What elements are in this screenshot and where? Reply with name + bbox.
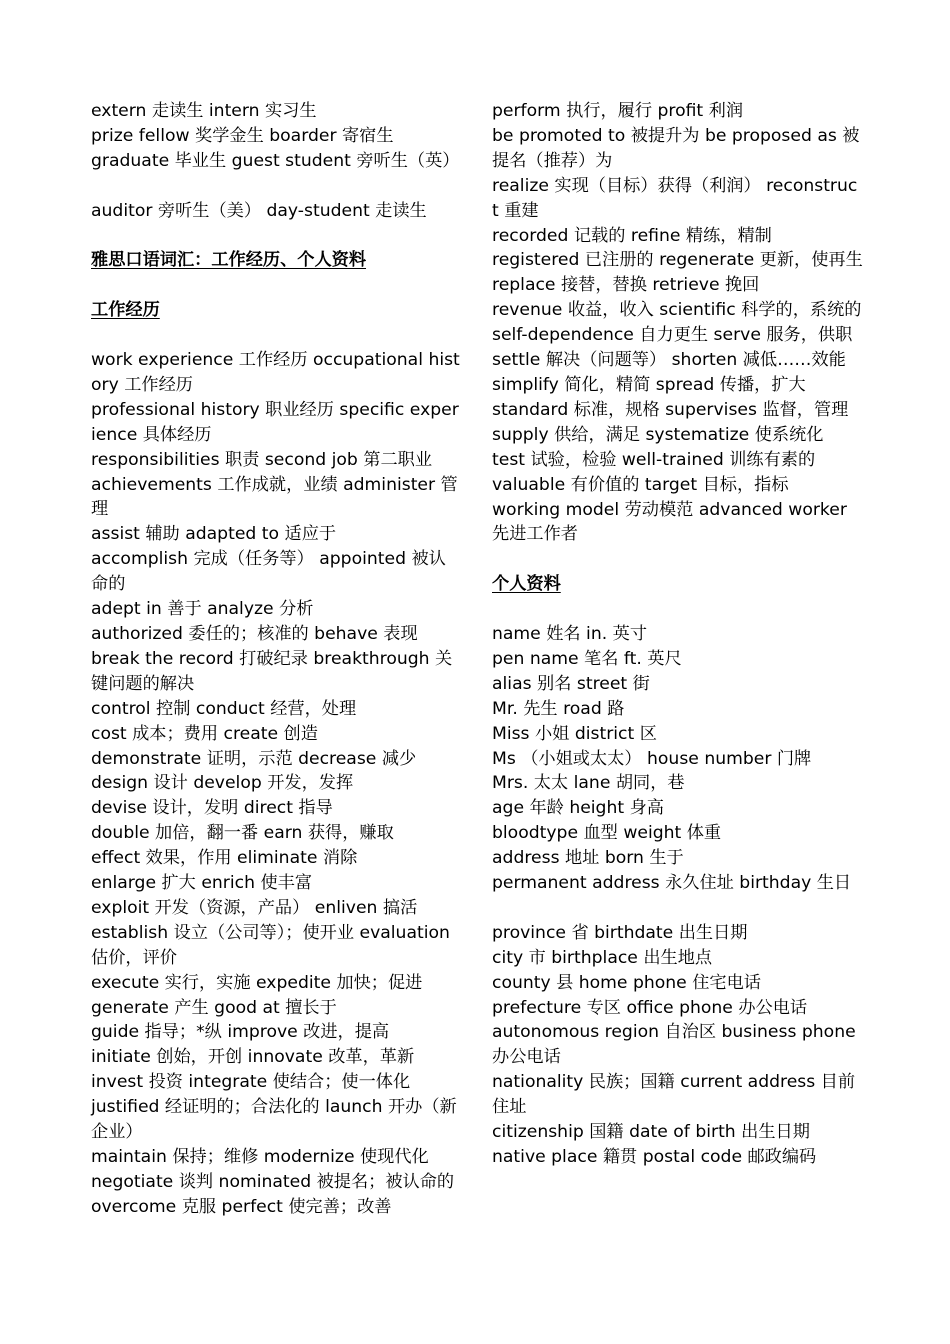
vocab-entry: nationality 民族；国籍 current address 目前住址 <box>492 1072 856 1118</box>
vocab-entry: graduate 毕业生 guest student 旁听生（英） <box>91 150 460 171</box>
vocab-entry: test 试验，检验 well-trained 训练有素的 <box>492 449 816 470</box>
vocab-entry: standard 标准，规格 supervises 监督，管理 <box>492 399 849 420</box>
vocab-entry: Mr. 先生 road 路 <box>492 698 625 719</box>
vocab-entry: accomplish 完成（任务等） appointed 被认命的 <box>91 549 446 595</box>
vocab-entry: alias 别名 street 街 <box>492 673 650 694</box>
vocab-entry: effect 效果，作用 eliminate 消除 <box>91 848 358 869</box>
vocab-entry: pen name 笔名 ft. 英尺 <box>492 648 682 669</box>
vocab-entry: assist 辅助 adapted to 适应于 <box>91 524 337 545</box>
section-heading: 个人资料 <box>492 574 561 595</box>
vocab-entry: be promoted to 被提升为 be proposed as 被提名（推荐）为 <box>492 125 860 171</box>
vocab-entry: working model 劳动模范 advanced worker 先进工作者 <box>492 499 847 545</box>
vocab-entry: maintain 保持；维修 modernize 使现代化 <box>91 1147 429 1167</box>
vocab-entry: city 市 birthplace 出生地点 <box>492 947 713 968</box>
vocab-entry: overcome 克服 perfect 使完善；改善 <box>91 1196 392 1217</box>
vocab-entry: establish 设立（公司等）；使开业 evaluation 估价，评价 <box>91 922 450 968</box>
vocab-entry: enlarge 扩大 enrich 使丰富 <box>91 873 313 894</box>
vocab-entry: execute 实行，实施 expedite 加快；促进 <box>91 972 423 993</box>
vocab-entry: valuable 有价值的 target 目标，指标 <box>492 474 789 495</box>
vocab-entry: initiate 创始，开创 innovate 改革，革新 <box>91 1047 415 1068</box>
blank-line <box>492 896 864 921</box>
vocab-entry: control 控制 conduct 经营，处理 <box>91 698 357 719</box>
vocab-entry: registered 已注册的 regenerate 更新，使再生 <box>492 250 863 271</box>
vocab-entry: authorized 委任的；核准的 behave 表现 <box>91 623 418 644</box>
vocab-entry: work experience 工作经历 occupational history 工作经历 <box>91 350 460 395</box>
vocab-entry: guide 指导；*纵 improve 改进，提高 <box>91 1022 390 1043</box>
vocab-entry: realize 实现（目标）获得（利润） reconstruct 重建 <box>492 175 858 221</box>
vocab-entry: break the record 打破纪录 breakthrough 关键问题的解决 <box>91 648 453 694</box>
blank-line <box>91 224 463 249</box>
vocab-entry: autonomous region 自治区 business phone 办公电话 <box>492 1022 856 1068</box>
blank-line <box>91 174 463 199</box>
vocab-entry: double 加倍，翻一番 earn 获得，赚取 <box>91 823 394 844</box>
right-column <box>492 99 864 1170</box>
vocab-entry: justified 经证明的；合法化的 launch 开办（新企业） <box>91 1097 457 1143</box>
vocab-entry: invest 投资 integrate 使结合；使一体化 <box>91 1072 411 1093</box>
vocab-entry: demonstrate 证明，示范 decrease 减少 <box>91 748 417 769</box>
blank-line <box>492 597 864 622</box>
vocab-entry: professional history 职业经历 specific experience 具体经历 <box>91 399 459 445</box>
vocab-entry: Mrs. 太太 lane 胡同，巷 <box>492 773 685 794</box>
vocab-entry: bloodtype 血型 weight 体重 <box>492 823 722 844</box>
vocab-entry: perform 执行，履行 profit 利润 <box>492 101 744 121</box>
vocab-entry: settle 解决（问题等） shorten 减低……效能 <box>492 350 846 371</box>
vocab-entry: cost 成本；费用 create 创造 <box>91 723 318 744</box>
vocab-entry: name 姓名 in. 英寸 <box>492 624 648 644</box>
vocab-entry: Miss 小姐 district 区 <box>492 723 657 744</box>
blank-line <box>492 547 864 572</box>
vocab-entry: responsibilities 职责 second job 第二职业 <box>91 449 433 470</box>
blank-line <box>91 273 463 298</box>
vocab-entry: negotiate 谈判 nominated 被提名；被认命的 <box>91 1171 455 1192</box>
left-column <box>91 99 463 1220</box>
vocab-entry: achievements 工作成就，业绩 administer 管理 <box>91 474 458 520</box>
blank-line <box>91 323 463 348</box>
vocab-entry: extern 走读生 intern 实习生 <box>91 101 317 121</box>
vocab-entry: county 县 home phone 住宅电话 <box>492 972 761 993</box>
vocab-entry: citizenship 国籍 date of birth 出生日期 <box>492 1122 810 1143</box>
vocab-entry: simplify 简化，精简 spread 传播，扩大 <box>492 374 806 395</box>
vocab-entry: permanent address 永久住址 birthday 生日 <box>492 873 852 894</box>
vocab-entry: Ms （小姐或太太） house number 门牌 <box>492 748 812 769</box>
vocab-entry: adept in 善于 analyze 分析 <box>91 599 314 620</box>
section-heading: 工作经历 <box>91 300 160 321</box>
vocab-entry: address 地址 born 生于 <box>492 848 684 869</box>
vocab-entry: replace 接替，替换 retrieve 挽回 <box>492 275 760 296</box>
vocab-entry: age 年龄 height 身高 <box>492 798 664 819</box>
section-heading: 雅思口语词汇：工作经历、个人资料 <box>91 250 367 271</box>
vocab-entry: self-dependence 自力更生 serve 服务，供职 <box>492 325 853 346</box>
vocab-entry: prefecture 专区 office phone 办公电话 <box>492 997 808 1018</box>
vocab-entry: prize fellow 奖学金生 boarder 寄宿生 <box>91 125 394 146</box>
vocab-entry: exploit 开发（资源，产品） enliven 搞活 <box>91 897 418 918</box>
vocab-entry: native place 籍贯 postal code 邮政编码 <box>492 1147 817 1168</box>
vocab-entry: supply 供给，满足 systematize 使系统化 <box>492 424 824 445</box>
vocab-entry: generate 产生 good at 擅长于 <box>91 997 337 1018</box>
vocab-entry: revenue 收益，收入 scientific 科学的，系统的 <box>492 300 862 321</box>
vocab-entry: province 省 birthdate 出生日期 <box>492 922 748 943</box>
vocab-entry: recorded 记载的 refine 精练，精制 <box>492 225 772 246</box>
vocab-entry: auditor 旁听生（美） day-student 走读生 <box>91 200 427 221</box>
vocab-entry: design 设计 develop 开发，发挥 <box>91 773 354 794</box>
vocab-entry: devise 设计，发明 direct 指导 <box>91 798 333 819</box>
